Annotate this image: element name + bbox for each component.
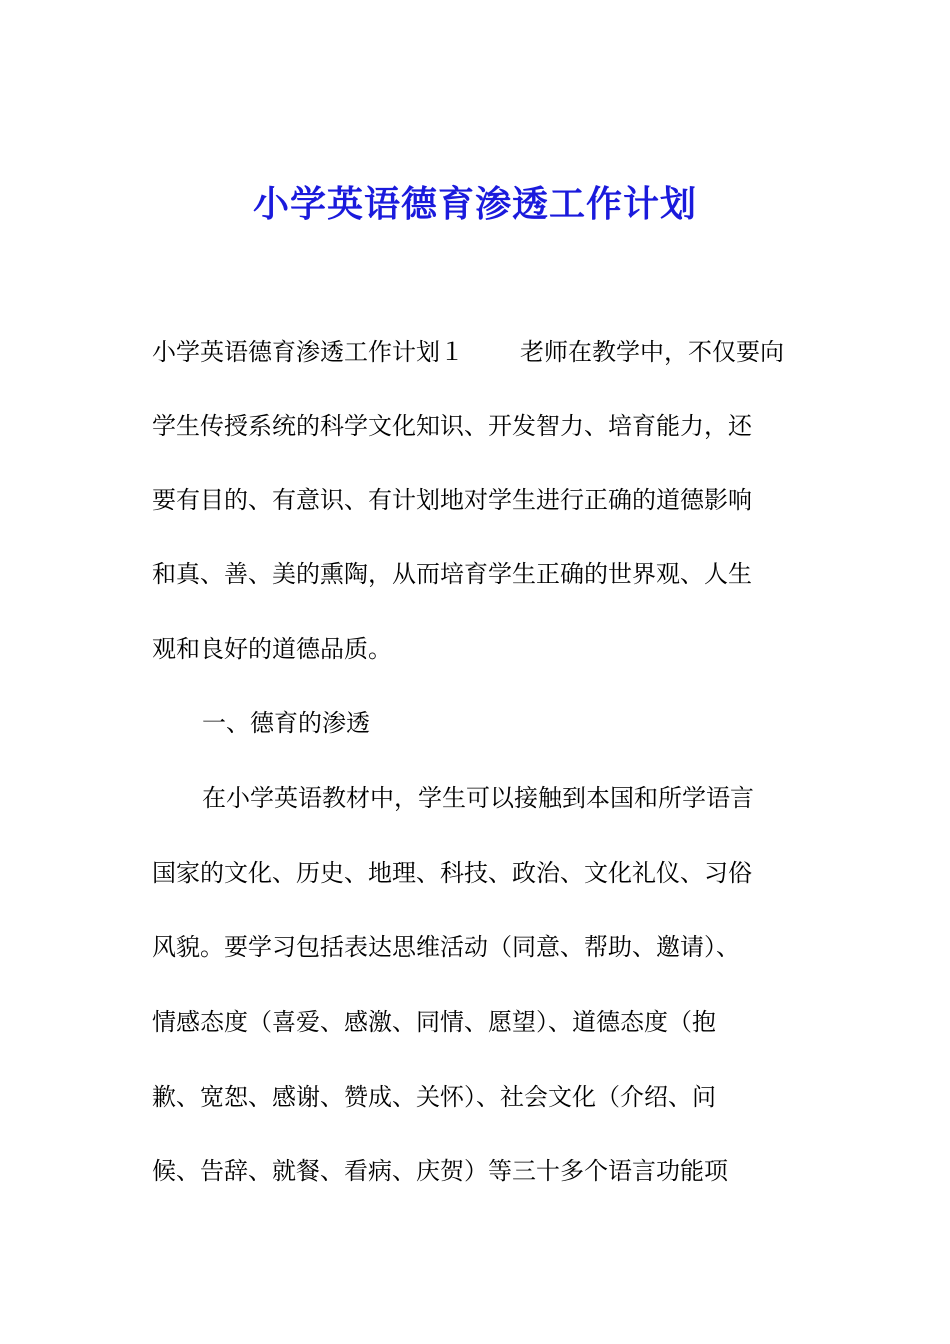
paragraph-line-1 <box>152 336 784 368</box>
paragraph-line-11: 歉、宽恕、感谢、赞成、关怀）、社会文化（介绍、问 <box>152 1083 716 1111</box>
paragraph-line-3: 要有目的、有意识、有计划地对学生进行正确的道德影响 <box>152 486 752 514</box>
paragraph-line-8: 国家的文化、历史、地理、科技、政治、文化礼仪、习俗 <box>152 859 752 887</box>
paragraph-line-12: 候、告辞、就餐、看病、庆贺）等三十多个语言功能项 <box>152 1157 728 1185</box>
document-title: 小学英语德育渗透工作计划 <box>252 183 697 225</box>
section-heading: 一、德育的渗透 <box>202 709 370 737</box>
paragraph-text: 老师在教学中，不仅要向 <box>520 338 784 366</box>
paragraph-line-7: 在小学英语教材中，学生可以接触到本国和所学语言 <box>202 784 754 812</box>
paragraph-line-4: 和真、善、美的熏陶，从而培育学生正确的世界观、人生 <box>152 560 752 588</box>
section-heading-inline: 小学英语德育渗透工作计划１ <box>152 338 464 366</box>
paragraph-line-9: 风貌。要学习包括表达思维活动（同意、帮助、邀请）、 <box>152 933 740 961</box>
paragraph-line-10: 情感态度（喜爱、感激、同情、愿望）、道德态度（抱 <box>152 1008 716 1036</box>
paragraph-line-5: 观和良好的道德品质。 <box>152 635 392 663</box>
paragraph-line-2: 学生传授系统的科学文化知识、开发智力、培育能力，还 <box>152 412 752 440</box>
